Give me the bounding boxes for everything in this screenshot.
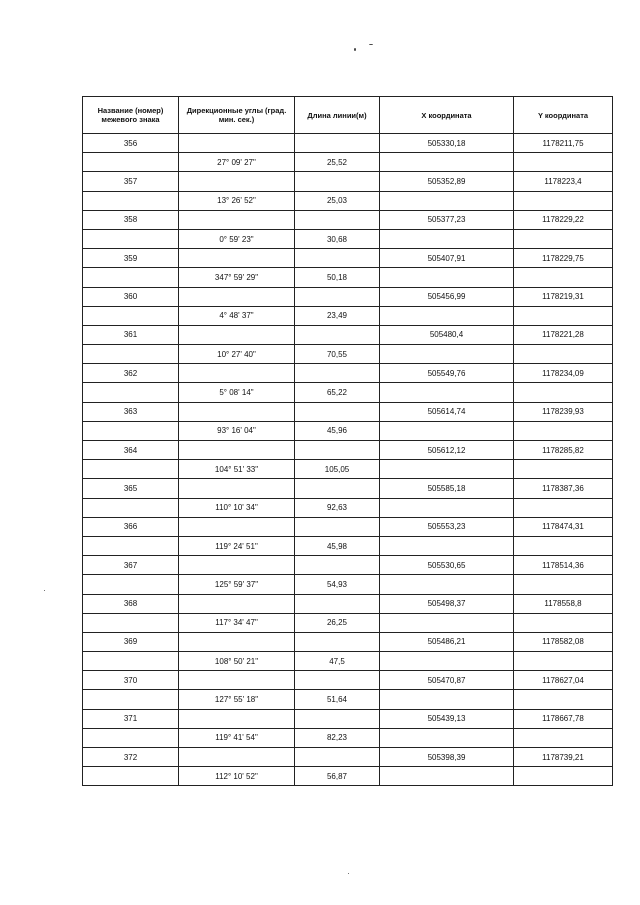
y-coordinate-cell: 1178229,22 — [514, 210, 613, 229]
y-coordinate-cell: 1178285,82 — [514, 441, 613, 460]
empty-cell — [83, 575, 179, 594]
line-length-cell: 26,25 — [295, 613, 380, 632]
direction-angle-cell: 117° 34' 47" — [179, 613, 295, 632]
empty-cell — [380, 575, 514, 594]
table-row — [83, 594, 613, 613]
point-name-cell: 371 — [83, 709, 179, 728]
direction-angle-cell: 125° 59' 37" — [179, 575, 295, 594]
empty-cell — [179, 479, 295, 498]
point-name-cell: 356 — [83, 134, 179, 153]
table-row — [83, 652, 613, 671]
line-length-cell: 50,18 — [295, 268, 380, 287]
empty-cell — [380, 153, 514, 172]
direction-angle-cell: 0° 59' 23" — [179, 229, 295, 248]
empty-cell — [179, 249, 295, 268]
line-length-cell: 54,93 — [295, 575, 380, 594]
empty-cell — [83, 383, 179, 402]
empty-cell — [83, 767, 179, 786]
line-length-cell: 47,5 — [295, 652, 380, 671]
header-name: Название (номер) межевого знака — [83, 97, 179, 134]
y-coordinate-cell: 1178514,36 — [514, 556, 613, 575]
empty-cell — [83, 153, 179, 172]
x-coordinate-cell: 505553,23 — [380, 517, 514, 536]
table-row — [83, 460, 613, 479]
empty-cell — [83, 268, 179, 287]
table-row — [83, 421, 613, 440]
table-row — [83, 345, 613, 364]
line-length-cell: 45,98 — [295, 536, 380, 555]
y-coordinate-cell: 1178667,78 — [514, 709, 613, 728]
point-name-cell: 372 — [83, 748, 179, 767]
direction-angle-cell: 5° 08' 14" — [179, 383, 295, 402]
empty-cell — [380, 268, 514, 287]
point-name-cell: 362 — [83, 364, 179, 383]
table-row — [83, 134, 613, 153]
y-coordinate-cell: 1178474,31 — [514, 517, 613, 536]
empty-cell — [380, 690, 514, 709]
empty-cell — [179, 748, 295, 767]
empty-cell — [514, 421, 613, 440]
table-row — [83, 402, 613, 421]
table-row — [83, 479, 613, 498]
empty-cell — [295, 172, 380, 191]
empty-cell — [179, 517, 295, 536]
x-coordinate-cell: 505330,18 — [380, 134, 514, 153]
table-row — [83, 613, 613, 632]
empty-cell — [514, 536, 613, 555]
empty-cell — [83, 536, 179, 555]
direction-angle-cell: 112° 10' 52" — [179, 767, 295, 786]
empty-cell — [179, 402, 295, 421]
table-row — [83, 306, 613, 325]
empty-cell — [514, 345, 613, 364]
empty-cell — [380, 460, 514, 479]
empty-cell — [514, 460, 613, 479]
empty-cell — [380, 498, 514, 517]
line-length-cell: 56,87 — [295, 767, 380, 786]
point-name-cell: 357 — [83, 172, 179, 191]
empty-cell — [179, 709, 295, 728]
empty-cell — [295, 517, 380, 536]
table-row — [83, 536, 613, 555]
y-coordinate-cell: 1178239,93 — [514, 402, 613, 421]
empty-cell — [295, 249, 380, 268]
x-coordinate-cell: 505456,99 — [380, 287, 514, 306]
empty-cell — [295, 556, 380, 575]
line-length-cell: 25,52 — [295, 153, 380, 172]
empty-cell — [295, 479, 380, 498]
empty-cell — [380, 421, 514, 440]
point-name-cell: 360 — [83, 287, 179, 306]
empty-cell — [514, 652, 613, 671]
empty-cell — [179, 441, 295, 460]
empty-cell — [295, 748, 380, 767]
x-coordinate-cell: 505352,89 — [380, 172, 514, 191]
direction-angle-cell: 108° 50' 21" — [179, 652, 295, 671]
table-row — [83, 441, 613, 460]
direction-angle-cell: 93° 16' 04" — [179, 421, 295, 440]
empty-cell — [380, 536, 514, 555]
line-length-cell: 23,49 — [295, 306, 380, 325]
line-length-cell: 70,55 — [295, 345, 380, 364]
table-row — [83, 210, 613, 229]
y-coordinate-cell: 1178558,8 — [514, 594, 613, 613]
empty-cell — [83, 613, 179, 632]
empty-cell — [514, 383, 613, 402]
point-name-cell: 370 — [83, 671, 179, 690]
y-coordinate-cell: 1178234,09 — [514, 364, 613, 383]
y-coordinate-cell: 1178223,4 — [514, 172, 613, 191]
empty-cell — [83, 460, 179, 479]
empty-cell — [179, 556, 295, 575]
line-length-cell: 82,23 — [295, 728, 380, 747]
empty-cell — [83, 306, 179, 325]
table-row — [83, 249, 613, 268]
empty-cell — [514, 690, 613, 709]
empty-cell — [83, 690, 179, 709]
point-name-cell: 361 — [83, 325, 179, 344]
empty-cell — [514, 191, 613, 210]
line-length-cell: 30,68 — [295, 229, 380, 248]
table-header-row — [83, 97, 613, 134]
empty-cell — [179, 210, 295, 229]
empty-cell — [380, 191, 514, 210]
empty-cell — [380, 613, 514, 632]
table-row — [83, 287, 613, 306]
empty-cell — [514, 613, 613, 632]
empty-cell — [380, 229, 514, 248]
x-coordinate-cell: 505480,4 — [380, 325, 514, 344]
empty-cell — [295, 709, 380, 728]
empty-cell — [380, 345, 514, 364]
table-row — [83, 575, 613, 594]
table-row — [83, 229, 613, 248]
empty-cell — [514, 153, 613, 172]
empty-cell — [380, 652, 514, 671]
x-coordinate-cell: 505585,18 — [380, 479, 514, 498]
line-length-cell: 92,63 — [295, 498, 380, 517]
empty-cell — [295, 441, 380, 460]
empty-cell — [179, 632, 295, 651]
header-angle: Дирекционные углы (град. мин. сек.) — [179, 97, 295, 134]
line-length-cell: 105,05 — [295, 460, 380, 479]
direction-angle-cell: 119° 24' 51" — [179, 536, 295, 555]
x-coordinate-cell: 505486,21 — [380, 632, 514, 651]
direction-angle-cell: 104° 51' 33" — [179, 460, 295, 479]
empty-cell — [179, 325, 295, 344]
empty-cell — [295, 402, 380, 421]
line-length-cell: 25,03 — [295, 191, 380, 210]
table-row — [83, 325, 613, 344]
empty-cell — [295, 364, 380, 383]
point-name-cell: 369 — [83, 632, 179, 651]
line-length-cell: 45,96 — [295, 421, 380, 440]
empty-cell — [179, 287, 295, 306]
direction-angle-cell: 4° 48' 37" — [179, 306, 295, 325]
x-coordinate-cell: 505549,76 — [380, 364, 514, 383]
table-row — [83, 671, 613, 690]
direction-angle-cell: 127° 55' 18" — [179, 690, 295, 709]
table-row — [83, 748, 613, 767]
empty-cell — [83, 191, 179, 210]
y-coordinate-cell: 1178582,08 — [514, 632, 613, 651]
table-row — [83, 364, 613, 383]
y-coordinate-cell: 1178387,36 — [514, 479, 613, 498]
direction-angle-cell: 13° 26' 52" — [179, 191, 295, 210]
x-coordinate-cell: 505407,91 — [380, 249, 514, 268]
y-coordinate-cell: 1178627,04 — [514, 671, 613, 690]
empty-cell — [179, 594, 295, 613]
empty-cell — [514, 767, 613, 786]
empty-cell — [83, 498, 179, 517]
table-row — [83, 172, 613, 191]
header-length: Длина линии(м) — [295, 97, 380, 134]
scan-speck — [354, 48, 356, 51]
point-name-cell: 364 — [83, 441, 179, 460]
table-row — [83, 632, 613, 651]
direction-angle-cell: 10° 27' 40" — [179, 345, 295, 364]
y-coordinate-cell: 1178739,21 — [514, 748, 613, 767]
empty-cell — [514, 575, 613, 594]
empty-cell — [295, 594, 380, 613]
table-row — [83, 690, 613, 709]
point-name-cell: 365 — [83, 479, 179, 498]
x-coordinate-cell: 505470,87 — [380, 671, 514, 690]
empty-cell — [83, 345, 179, 364]
empty-cell — [295, 632, 380, 651]
x-coordinate-cell: 505398,39 — [380, 748, 514, 767]
empty-cell — [83, 728, 179, 747]
table-body — [83, 134, 613, 786]
empty-cell — [514, 306, 613, 325]
x-coordinate-cell: 505614,74 — [380, 402, 514, 421]
x-coordinate-cell: 505498,37 — [380, 594, 514, 613]
scan-speck — [348, 873, 349, 874]
point-name-cell: 368 — [83, 594, 179, 613]
direction-angle-cell: 347° 59' 29" — [179, 268, 295, 287]
direction-angle-cell: 110° 10' 34" — [179, 498, 295, 517]
empty-cell — [83, 229, 179, 248]
empty-cell — [83, 652, 179, 671]
y-coordinate-cell: 1178221,28 — [514, 325, 613, 344]
direction-angle-cell: 119° 41' 54" — [179, 728, 295, 747]
scan-speck — [44, 590, 45, 591]
line-length-cell: 65,22 — [295, 383, 380, 402]
table-row — [83, 153, 613, 172]
x-coordinate-cell: 505612,12 — [380, 441, 514, 460]
empty-cell — [514, 268, 613, 287]
direction-angle-cell: 27° 09' 27" — [179, 153, 295, 172]
table-row — [83, 268, 613, 287]
table-row — [83, 556, 613, 575]
boundary-coordinates-table — [82, 96, 613, 786]
empty-cell — [514, 498, 613, 517]
point-name-cell: 359 — [83, 249, 179, 268]
empty-cell — [179, 172, 295, 191]
point-name-cell: 366 — [83, 517, 179, 536]
table-row — [83, 709, 613, 728]
empty-cell — [295, 134, 380, 153]
line-length-cell: 51,64 — [295, 690, 380, 709]
table-row — [83, 498, 613, 517]
x-coordinate-cell: 505439,13 — [380, 709, 514, 728]
empty-cell — [295, 287, 380, 306]
empty-cell — [83, 421, 179, 440]
empty-cell — [380, 383, 514, 402]
point-name-cell: 358 — [83, 210, 179, 229]
header-y: Y координата — [514, 97, 613, 134]
table-row — [83, 191, 613, 210]
empty-cell — [179, 671, 295, 690]
empty-cell — [179, 364, 295, 383]
empty-cell — [380, 728, 514, 747]
x-coordinate-cell: 505377,23 — [380, 210, 514, 229]
empty-cell — [514, 728, 613, 747]
point-name-cell: 363 — [83, 402, 179, 421]
table-row — [83, 728, 613, 747]
x-coordinate-cell: 505530,65 — [380, 556, 514, 575]
empty-cell — [295, 671, 380, 690]
header-x: X координата — [380, 97, 514, 134]
empty-cell — [295, 325, 380, 344]
empty-cell — [295, 210, 380, 229]
point-name-cell: 367 — [83, 556, 179, 575]
table-row — [83, 383, 613, 402]
scan-speck — [369, 44, 373, 45]
table-row — [83, 767, 613, 786]
y-coordinate-cell: 1178229,75 — [514, 249, 613, 268]
empty-cell — [380, 306, 514, 325]
empty-cell — [514, 229, 613, 248]
y-coordinate-cell: 1178211,75 — [514, 134, 613, 153]
empty-cell — [380, 767, 514, 786]
table-row — [83, 517, 613, 536]
empty-cell — [179, 134, 295, 153]
y-coordinate-cell: 1178219,31 — [514, 287, 613, 306]
